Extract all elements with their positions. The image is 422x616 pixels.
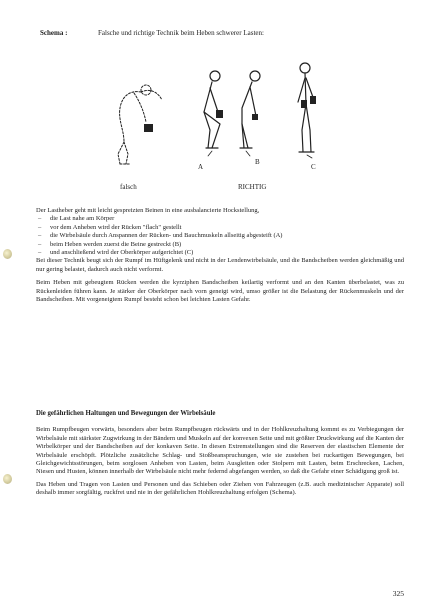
label-a: A: [198, 163, 204, 171]
list-item: – vor dem Anheben wird der Rücken "flach" gestellt: [36, 224, 404, 232]
figure-wrong-posture: [118, 85, 162, 164]
paragraph-lifting-advice: Das Heben und Tragen von Lasten und Personen und das Schieben oder Ziehen von Fahrzeugen (z.B. auch medizinischer Apparate) soll deshalb immer sorgfältig, ruckfrei und nie in der gefährlichen Hohlkreuzhaltung erfolgen (Schema).: [36, 480, 404, 497]
schema-caption: Falsche und richtige Technik beim Heben schwerer Lasten:: [98, 29, 264, 37]
paragraph-bent-back: Beim Heben mit gebeugtem Rücken werden die kyrziphen Bandscheiben keilartig verformt und an den Kanten überbelastet, was zu Rückenleiden führen kann. Je stärker der Oberkörper nach vorn geneigt wird, umso größer ist die Belastung der Rückenmuskeln und der Bandscheiben. Mit vorgeneigtem Rumpf besteht schon bei leichten Lasten Gefahr.: [36, 279, 404, 304]
figure-legs-extended-b: [240, 71, 260, 148]
label-c: C: [311, 163, 316, 171]
schema-header: [40, 29, 264, 37]
list-item: – die Wirbelsäule durch Anspannen der Rücken- und Bauchmuskeln allseitig abgesteift (A): [36, 232, 404, 240]
paragraph-spine-bending: Beim Rumpfbeugen vorwärts, besonders aber beim Rumpfbeugen rückwärts und in der Hohlkreuzhaltung kommt es zu Verbiegungen der Wirbelsäule mit stärkster Zugwirkung in der Bändern und Muskeln auf der konvexen Seite und mit größter Druckwirkung auf die Kanten der Wirbelkörper und der Bandscheiben auf der konkaven Seite. In diesen Extremstellungen sind die Reserven der elastischen Elemente der Wirbelsäule erschöpft. Plötzliche zusätzliche Schlag- und Stoßbeanspruchungen, wie sie zustehen bei ruckartigen Bewegungen, bei Gleichgewichtsstörungen, beim sorglosen Anheben von Lasten, beim Ausgleiten oder Stolpern mit Lasten, beim Erschrecken, Lachen, Niesen und Husten, können innerhalb der Wirbelsäule nicht mehr federnd abgefangen werden, so daß die Gefahr einer Schädigung groß ist.: [36, 426, 404, 476]
label-b: B: [255, 158, 260, 166]
figure-squat-a: [204, 71, 220, 148]
paragraph-hip-bending: Bei dieser Technik beugt sich der Rumpf im Hüftgelenk und nicht in der Lendenwirbelsäule, und die Bandscheiben werden gleichmäßig und nur gering belastet, dadurch auch nicht verformt.: [36, 257, 404, 273]
punch-hole-bottom: [3, 474, 12, 484]
label-richtig: RICHTIG: [238, 183, 267, 191]
lifting-technique-figure: [100, 52, 345, 197]
label-falsch: falsch: [120, 183, 137, 191]
punch-hole-top: [3, 249, 12, 259]
section-lifting-technique: [36, 207, 404, 304]
intro-paragraph: Der Lastheber geht mit leicht gespreizten Beinen in eine ausbalancierte Hockstellung,: [36, 207, 260, 214]
technique-steps-list: [36, 215, 404, 257]
section-dangerous-postures: [36, 410, 404, 498]
schema-label: Schema :: [40, 29, 68, 37]
section-heading: Die gefährlichen Haltungen und Bewegungen der Wirbelsäule: [36, 410, 216, 417]
list-item: – und anschließend wird der Oberkörper aufgerichtet (C): [36, 249, 404, 257]
page-number: 325: [392, 589, 404, 598]
list-item: – die Last nahe am Körper: [36, 215, 404, 223]
list-item: – beim Heben werden zuerst die Beine gestreckt (B): [36, 241, 404, 249]
